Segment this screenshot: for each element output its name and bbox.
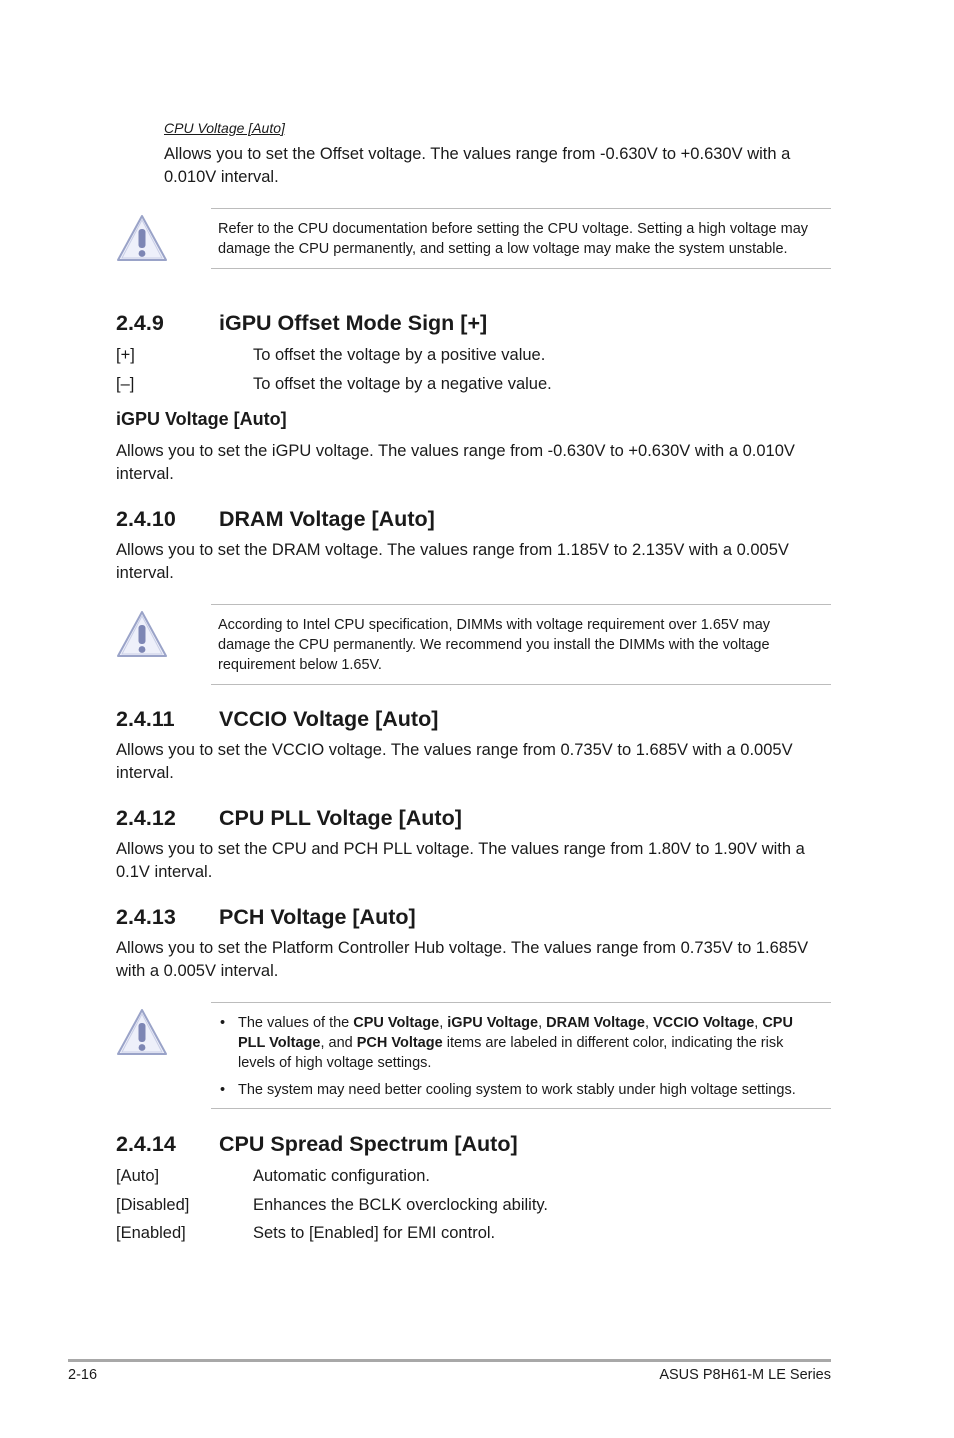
option-row xyxy=(116,1221,836,1245)
section-number: 2.4.13 xyxy=(116,905,176,929)
option-key: [Enabled] xyxy=(116,1224,186,1242)
dram-voltage-text: Allows you to set the DRAM voltage. The values range from 1.185V to 2.135V with a 0.005V interval. xyxy=(116,541,789,582)
note-text: The values of the xyxy=(238,1015,354,1031)
option-row xyxy=(116,1164,836,1188)
option-desc: Enhances the BCLK overclocking ability. xyxy=(253,1196,549,1214)
section-title-2-4-10 xyxy=(116,505,836,533)
note-text: The system may need better cooling system to work stably under high voltage settings. xyxy=(238,1082,796,1098)
note-term-cpu-voltage: CPU Voltage xyxy=(353,1015,440,1031)
note-box-voltage-colors xyxy=(211,1002,831,1109)
note-list-item xyxy=(218,1013,823,1073)
note-separator: , and xyxy=(320,1035,357,1051)
section-number: 2.4.10 xyxy=(116,507,176,531)
option-key: [+] xyxy=(116,346,135,364)
section-title-text: iGPU Offset Mode Sign [+] xyxy=(219,311,488,335)
section-title-text: CPU Spread Spectrum [Auto] xyxy=(219,1132,518,1156)
option-key: [Disabled] xyxy=(116,1196,190,1214)
option-row xyxy=(116,372,836,396)
note-term-igpu-voltage: iGPU Voltage xyxy=(447,1015,539,1031)
footer-divider xyxy=(68,1359,831,1362)
option-desc: Automatic configuration. xyxy=(253,1167,431,1185)
cpu-voltage-heading: CPU Voltage [Auto] xyxy=(164,120,285,136)
note-text: According to Intel CPU specification, DIMMs with voltage requirement over 1.65V may damage the CPU permanently. We recommend you install the DIMMs with the voltage requirement below 1.65V. xyxy=(218,617,771,673)
section-title-text: CPU PLL Voltage [Auto] xyxy=(219,806,462,830)
section-title-2-4-13 xyxy=(116,903,836,931)
note-list xyxy=(211,1003,831,1108)
bullet: • xyxy=(220,1082,226,1098)
section-number: 2.4.12 xyxy=(116,806,176,830)
note-term-dram-voltage: DRAM Voltage xyxy=(546,1015,645,1031)
option-row xyxy=(116,343,836,367)
section-title-2-4-9 xyxy=(116,309,836,337)
vccio-voltage-text: Allows you to set the VCCIO voltage. The values range from 0.735V to 1.685V with a 0.005V interval. xyxy=(116,741,793,782)
section-title-2-4-11 xyxy=(116,705,836,733)
note-term-pch-voltage: PCH Voltage xyxy=(356,1035,443,1051)
cpu-voltage-text: Allows you to set the Offset voltage. The values range from -0.630V to +0.630V with a 0.010V interval. xyxy=(164,145,791,186)
option-key: [–] xyxy=(116,375,135,393)
note-separator: , xyxy=(644,1015,654,1031)
page-number: 2-16 xyxy=(68,1367,98,1383)
warning-icon xyxy=(115,609,169,659)
option-desc: Sets to [Enabled] for EMI control. xyxy=(253,1224,496,1242)
section-number: 2.4.11 xyxy=(116,707,175,731)
note-separator: , xyxy=(754,1015,763,1031)
section-title-text: PCH Voltage [Auto] xyxy=(219,905,416,929)
note-list-item xyxy=(218,1080,823,1100)
section-number: 2.4.14 xyxy=(116,1132,176,1156)
section-title-text: DRAM Voltage [Auto] xyxy=(219,507,435,531)
igpu-voltage-text: Allows you to set the iGPU voltage. The values range from -0.630V to +0.630V with a 0.010V interval. xyxy=(116,442,795,483)
section-title-2-4-14 xyxy=(116,1130,836,1158)
warning-icon xyxy=(115,213,169,263)
note-box-cpu-voltage xyxy=(211,208,831,269)
cpu-pll-voltage-text: Allows you to set the CPU and PCH PLL voltage. The values range from 1.80V to 1.90V with a 0.1V interval. xyxy=(116,840,805,881)
section-title-2-4-12 xyxy=(116,804,836,832)
note-text: Refer to the CPU documentation before setting the CPU voltage. Setting a high voltage may damage the CPU permanently, and setting a low voltage may make the system unstable. xyxy=(218,221,809,257)
note-box-dram xyxy=(211,604,831,685)
product-name: ASUS P8H61-M LE Series xyxy=(659,1367,831,1383)
note-term-vccio-voltage: VCCIO Voltage xyxy=(653,1015,755,1031)
pch-voltage-text: Allows you to set the Platform Controller Hub voltage. The values range from 0.735V to 1.685V with a 0.005V interval. xyxy=(116,939,809,980)
bullet: • xyxy=(220,1015,226,1031)
section-number: 2.4.9 xyxy=(116,311,164,335)
note-text: items are labeled in different color, indicating the risk levels of high voltage settings. xyxy=(238,1035,784,1071)
option-key: [Auto] xyxy=(116,1167,160,1185)
igpu-voltage-heading: iGPU Voltage [Auto] xyxy=(116,409,287,429)
note-separator: , xyxy=(538,1015,547,1031)
option-desc: To offset the voltage by a negative value. xyxy=(253,375,552,393)
note-separator: , xyxy=(439,1015,448,1031)
option-row xyxy=(116,1193,836,1217)
note-term-cpu-pll-voltage: CPU PLL Voltage xyxy=(238,1015,793,1051)
section-title-text: VCCIO Voltage [Auto] xyxy=(219,707,439,731)
warning-icon xyxy=(115,1007,169,1057)
option-desc: To offset the voltage by a positive value. xyxy=(253,346,546,364)
